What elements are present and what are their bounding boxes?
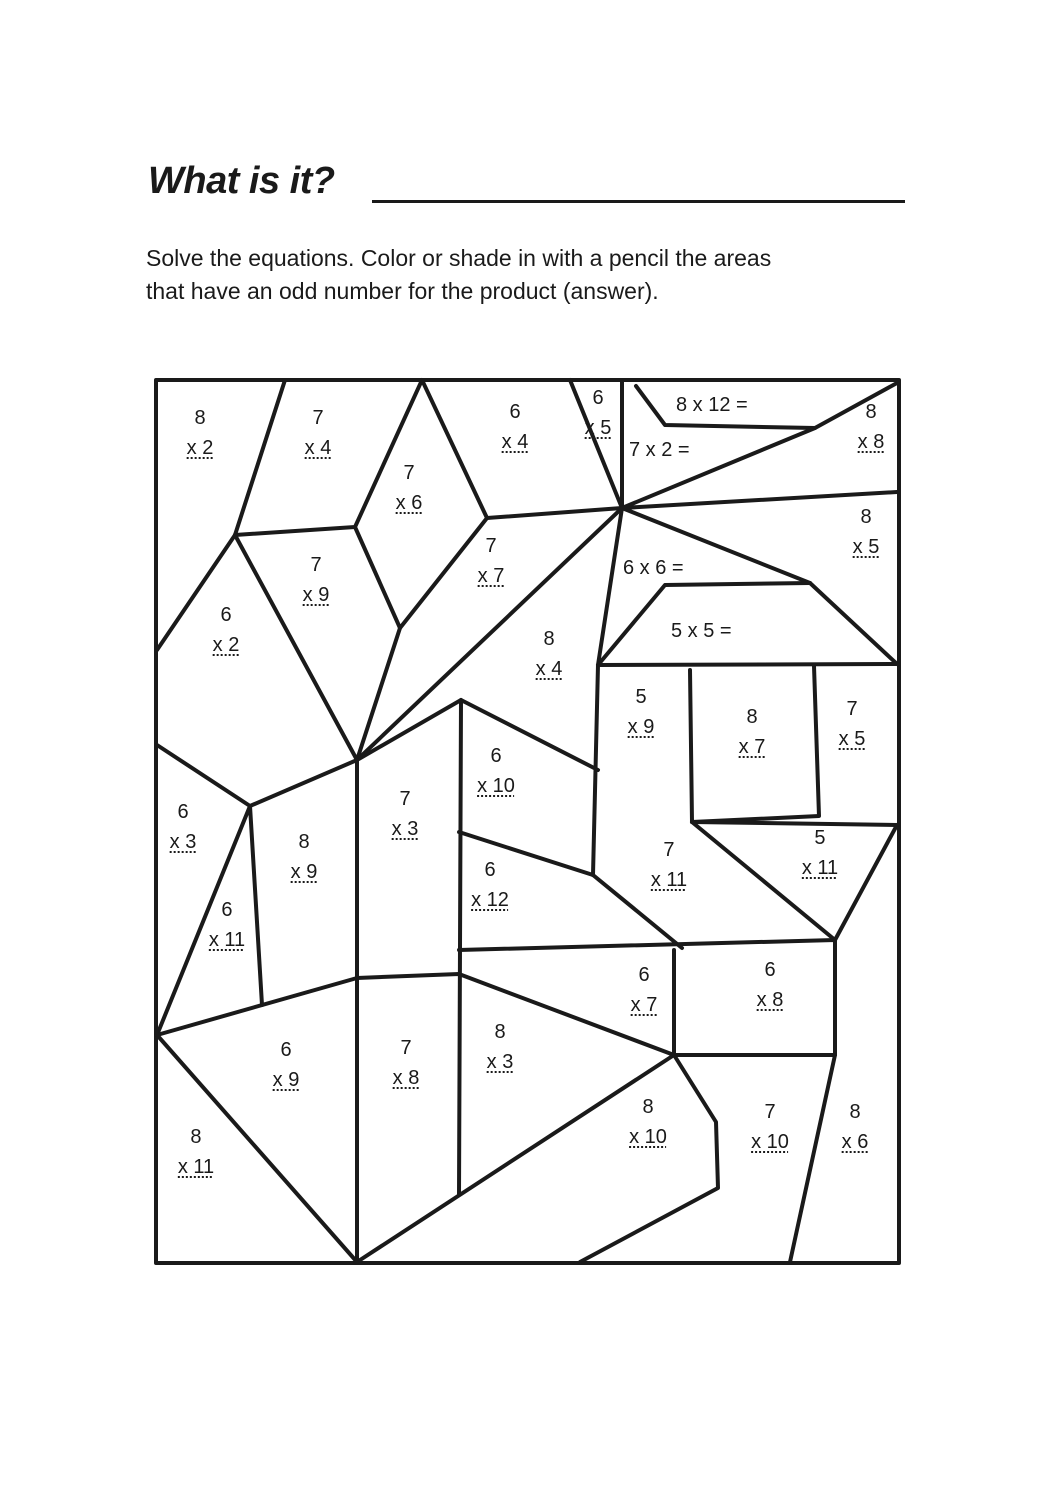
problem-p16: [170, 797, 197, 857]
problem-p20: [802, 823, 838, 883]
region-line: [357, 700, 461, 1195]
problem-p17: [392, 784, 419, 844]
inline-equation-e4: 5 x 5 =: [671, 620, 732, 642]
problem-multiplier: x 12: [471, 889, 509, 911]
problem-top-number: 8: [860, 506, 872, 528]
problem-p9: [853, 502, 880, 562]
problem-multiplier: x 8: [756, 989, 784, 1011]
region-line: [598, 664, 897, 665]
instructions-line-2: that have an odd number for the product (answer).: [146, 278, 659, 304]
problem-p5: [585, 383, 612, 443]
region-line: [250, 806, 262, 1005]
problem-p7: [303, 550, 330, 610]
problem-multiplier: x 5: [852, 536, 880, 558]
problem-multiplier: x 9: [290, 861, 318, 883]
problem-multiplier: x 6: [395, 492, 423, 514]
problem-multiplier: x 8: [857, 431, 885, 453]
problem-p11: [536, 624, 563, 684]
problem-p24: [757, 955, 784, 1015]
problem-top-number: 7: [485, 535, 497, 557]
region-line: [692, 822, 897, 940]
problem-p28: [629, 1092, 667, 1152]
problem-p15: [477, 741, 515, 801]
problem-p27: [487, 1017, 514, 1077]
problem-multiplier: x 3: [391, 818, 419, 840]
problem-p23: [631, 960, 658, 1020]
problem-multiplier: x 4: [304, 437, 332, 459]
problem-top-number: 6: [484, 859, 496, 881]
problem-multiplier: x 2: [186, 437, 214, 459]
problem-multiplier: x 4: [501, 431, 529, 453]
problem-p30: [842, 1097, 869, 1157]
problem-p6: [858, 397, 885, 457]
problem-top-number: 8: [746, 706, 758, 728]
problem-top-number: 8: [494, 1021, 506, 1043]
inline-equation-e1: 8 x 12 =: [676, 394, 748, 416]
problem-p10: [213, 600, 240, 660]
problem-multiplier: x 10: [477, 775, 515, 797]
problem-multiplier: x 5: [584, 417, 612, 439]
problem-top-number: 6: [592, 387, 604, 409]
problem-top-number: 7: [764, 1101, 776, 1123]
problem-top-number: 6: [490, 745, 502, 767]
problem-multiplier: x 9: [272, 1069, 300, 1091]
problem-p31: [178, 1122, 214, 1182]
region-line: [790, 1055, 835, 1262]
region-line: [692, 822, 897, 825]
problem-multiplier: x 3: [169, 831, 197, 853]
problem-p26: [393, 1033, 420, 1093]
problem-top-number: 8: [642, 1096, 654, 1118]
problem-multiplier: x 11: [208, 929, 246, 951]
problem-top-number: 7: [400, 1037, 412, 1059]
problem-p22: [209, 895, 245, 955]
problem-p13: [739, 702, 766, 762]
problem-top-number: 8: [194, 407, 206, 429]
problem-top-number: 8: [865, 401, 877, 423]
problem-p2: [305, 403, 332, 463]
worksheet-title: What is it?: [148, 160, 335, 202]
problem-multiplier: x 4: [535, 658, 563, 680]
problem-top-number: 7: [310, 554, 322, 576]
problem-top-number: 8: [190, 1126, 202, 1148]
problem-p1: [187, 403, 214, 463]
problem-multiplier: x 2: [212, 634, 240, 656]
problem-top-number: 6: [764, 959, 776, 981]
problem-top-number: 6: [280, 1039, 292, 1061]
problem-top-number: 7: [312, 407, 324, 429]
instructions-line-1: Solve the equations. Color or shade in with a pencil the areas: [146, 245, 772, 271]
problem-multiplier: x 9: [302, 584, 330, 606]
problem-multiplier: x 11: [177, 1156, 215, 1178]
problem-p29: [751, 1097, 789, 1157]
problem-top-number: 5: [814, 827, 826, 849]
problem-multiplier: x 8: [392, 1067, 420, 1089]
problem-multiplier: x 7: [477, 565, 505, 587]
problem-multiplier: x 10: [751, 1131, 789, 1153]
problem-top-number: 6: [509, 401, 521, 423]
problem-top-number: 7: [846, 698, 858, 720]
inline-equation-e3: 6 x 6 =: [623, 557, 684, 579]
problem-top-number: 8: [849, 1101, 861, 1123]
problem-p25: [273, 1035, 300, 1095]
problem-top-number: 6: [177, 801, 189, 823]
problem-p21: [471, 855, 509, 915]
inline-equation-e2: 7 x 2 =: [629, 439, 690, 461]
problem-multiplier: x 7: [738, 736, 766, 758]
problem-top-number: 6: [220, 604, 232, 626]
problem-top-number: 7: [403, 462, 415, 484]
problem-p4: [502, 397, 529, 457]
problem-top-number: 7: [663, 839, 675, 861]
problem-p19: [651, 835, 687, 895]
problem-multiplier: x 11: [650, 869, 688, 891]
problem-multiplier: x 6: [841, 1131, 869, 1153]
problem-p14: [839, 694, 866, 754]
problem-top-number: 7: [399, 788, 411, 810]
problem-p18: [291, 827, 318, 887]
problem-multiplier: x 9: [627, 716, 655, 738]
problem-top-number: 6: [638, 964, 650, 986]
problem-p8: [478, 531, 505, 591]
region-line: [593, 508, 622, 875]
problem-p12: [628, 682, 655, 742]
problem-top-number: 8: [543, 628, 555, 650]
problem-top-number: 5: [635, 686, 647, 708]
problem-top-number: 8: [298, 831, 310, 853]
problem-multiplier: x 10: [629, 1126, 667, 1148]
problem-p3: [396, 458, 423, 518]
problem-multiplier: x 11: [801, 857, 839, 879]
problem-multiplier: x 3: [486, 1051, 514, 1073]
problem-top-number: 6: [221, 899, 233, 921]
problem-multiplier: x 7: [630, 994, 658, 1016]
problem-multiplier: x 5: [838, 728, 866, 750]
